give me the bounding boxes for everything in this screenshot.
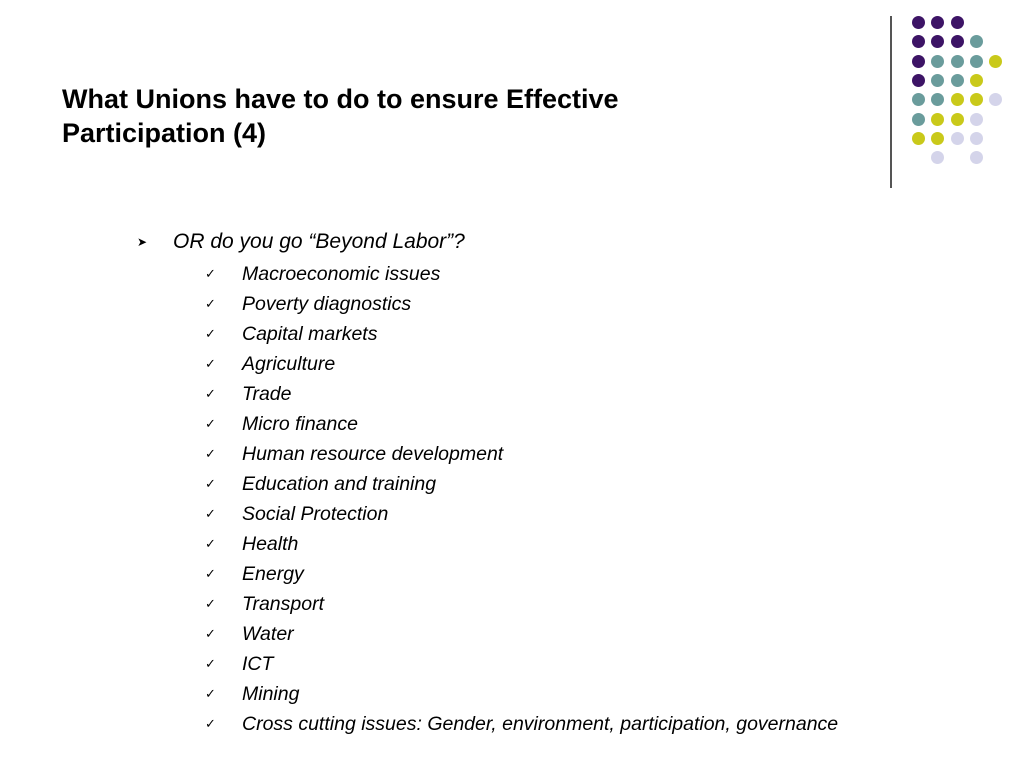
decorative-dot <box>912 132 925 145</box>
decorative-dot <box>912 113 925 126</box>
sub-bullet-text: Energy <box>242 562 304 585</box>
sub-bullet-text: Mining <box>242 682 300 705</box>
decorative-dot <box>989 93 1002 106</box>
title-line-2: Participation (4) <box>62 118 267 148</box>
main-bullet <box>137 229 465 255</box>
decorative-dot <box>951 35 964 48</box>
sub-bullet-item <box>205 469 838 499</box>
decorative-dot <box>970 74 983 87</box>
decorative-dot <box>970 93 983 106</box>
decorative-dot <box>931 74 944 87</box>
checkmark-icon: ✓ <box>205 506 216 522</box>
main-bullet-text: OR do you go “Beyond Labor”? <box>173 230 465 253</box>
sub-bullet-item <box>205 559 838 589</box>
slide-title <box>62 82 822 150</box>
sub-bullet-text: Poverty diagnostics <box>242 292 412 315</box>
sub-bullet-item <box>205 349 838 379</box>
decorative-dot <box>951 74 964 87</box>
decorative-dot <box>931 55 944 68</box>
checkmark-icon: ✓ <box>205 386 216 402</box>
sub-bullet-text: Macroeconomic issues <box>242 262 441 285</box>
sub-bullet-text: ICT <box>242 652 274 675</box>
decorative-dot <box>970 151 983 164</box>
sub-bullet-item <box>205 649 838 679</box>
checkmark-icon: ✓ <box>205 356 216 372</box>
decorative-dot <box>951 113 964 126</box>
decorative-dot <box>970 132 983 145</box>
sub-bullet-item <box>205 259 838 289</box>
checkmark-icon: ✓ <box>205 536 216 552</box>
checkmark-icon: ✓ <box>205 716 216 732</box>
sub-bullet-item <box>205 529 838 559</box>
decorative-dot <box>951 132 964 145</box>
decorative-dot <box>931 93 944 106</box>
sub-bullet-text: Agriculture <box>242 352 336 375</box>
decorative-dot <box>951 93 964 106</box>
decorative-dot <box>951 55 964 68</box>
sub-bullet-text: Water <box>242 622 294 645</box>
decorative-dot <box>931 16 944 29</box>
vertical-divider <box>890 16 892 188</box>
checkmark-icon: ✓ <box>205 596 216 612</box>
decorative-dot <box>989 55 1002 68</box>
decorative-dot <box>912 93 925 106</box>
sub-bullet-text: Trade <box>242 382 292 405</box>
sub-bullet-item <box>205 439 838 469</box>
sub-bullet-item <box>205 709 838 739</box>
sub-bullet-text: Health <box>242 532 299 555</box>
sub-bullet-item <box>205 319 838 349</box>
sub-bullet-text: Human resource development <box>242 442 504 465</box>
sub-bullet-text: Social Protection <box>242 502 389 525</box>
sub-bullet-list <box>205 259 838 739</box>
sub-bullet-item <box>205 619 838 649</box>
checkmark-icon: ✓ <box>205 266 216 282</box>
decorative-dot <box>970 55 983 68</box>
sub-bullet-item <box>205 589 838 619</box>
decorative-dot <box>931 113 944 126</box>
arrowhead-bullet-icon: ➤ <box>137 235 148 249</box>
checkmark-icon: ✓ <box>205 446 216 462</box>
sub-bullet-item <box>205 679 838 709</box>
sub-bullet-text: Transport <box>242 592 324 615</box>
sub-bullet-text: Education and training <box>242 472 437 495</box>
sub-bullet-item <box>205 379 838 409</box>
sub-bullet-item <box>205 289 838 319</box>
decorative-dot <box>912 16 925 29</box>
decorative-dot <box>951 16 964 29</box>
sub-bullet-text: Micro finance <box>242 412 358 435</box>
decorative-dot <box>931 151 944 164</box>
decorative-dot <box>970 35 983 48</box>
sub-bullet-item <box>205 409 838 439</box>
checkmark-icon: ✓ <box>205 656 216 672</box>
checkmark-icon: ✓ <box>205 416 216 432</box>
decorative-dot <box>931 132 944 145</box>
decorative-dot <box>912 35 925 48</box>
checkmark-icon: ✓ <box>205 296 216 312</box>
checkmark-icon: ✓ <box>205 686 216 702</box>
decorative-dot <box>912 74 925 87</box>
title-line-1: What Unions have to do to ensure Effective <box>62 84 619 114</box>
checkmark-icon: ✓ <box>205 476 216 492</box>
checkmark-icon: ✓ <box>205 566 216 582</box>
checkmark-icon: ✓ <box>205 626 216 642</box>
sub-bullet-text: Cross cutting issues: Gender, environment, participation, governance <box>242 712 839 735</box>
decorative-dot <box>912 55 925 68</box>
sub-bullet-item <box>205 499 838 529</box>
sub-bullet-text: Capital markets <box>242 322 378 345</box>
decorative-dot <box>931 35 944 48</box>
checkmark-icon: ✓ <box>205 326 216 342</box>
decorative-dot <box>970 113 983 126</box>
